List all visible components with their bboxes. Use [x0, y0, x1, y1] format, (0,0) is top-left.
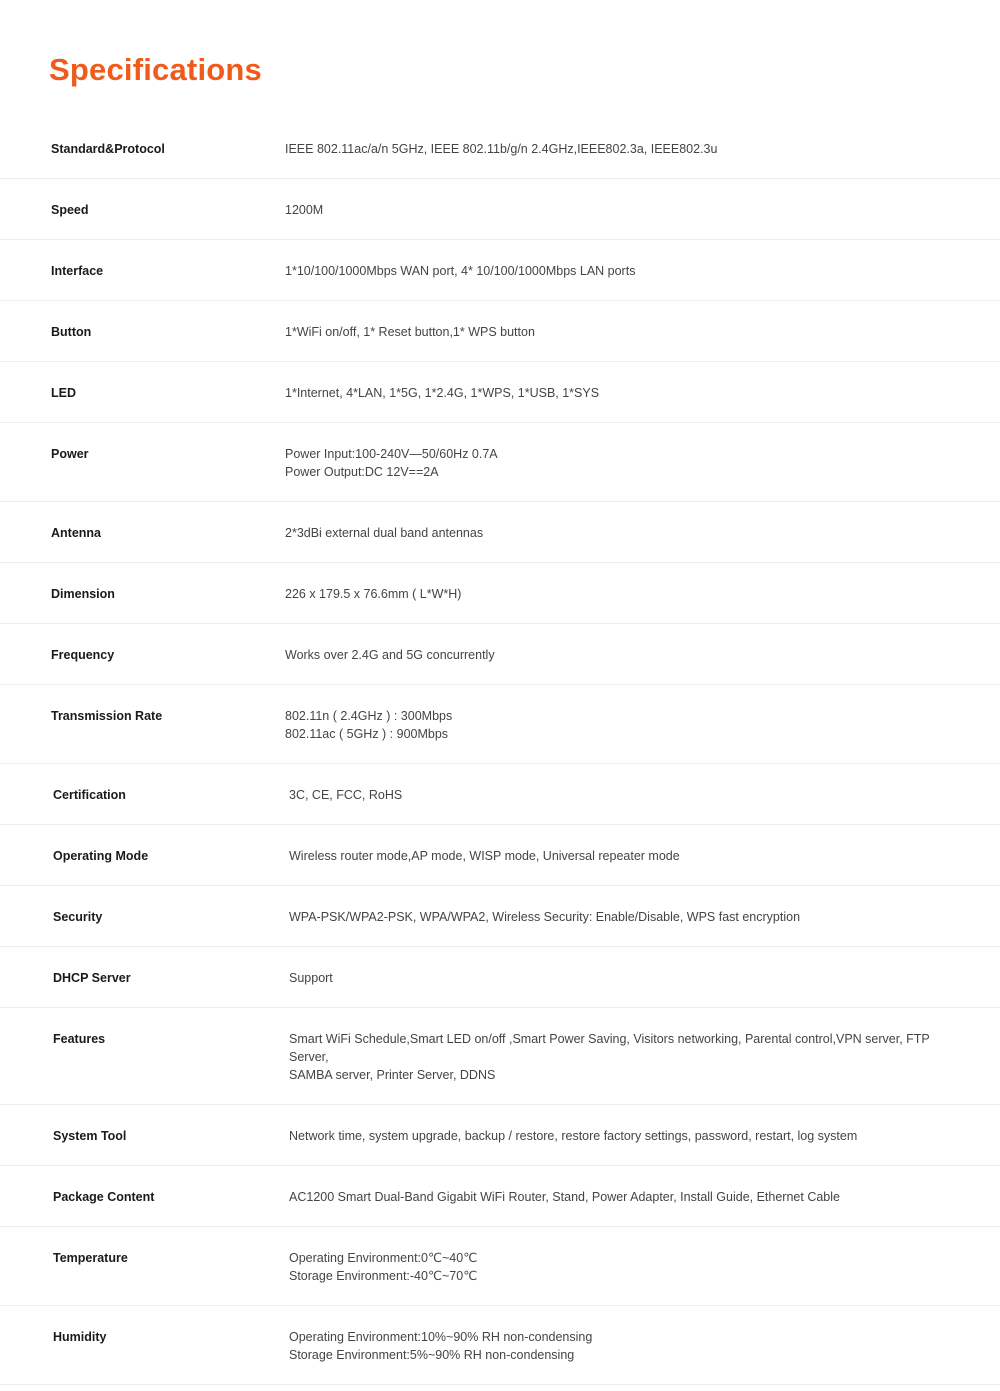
- spec-value-line: AC1200 Smart Dual-Band Gigabit WiFi Router, Stand, Power Adapter, Install Guide, Ethernet Cable: [289, 1190, 840, 1204]
- spec-value: [285, 201, 1000, 219]
- spec-value-line: Wireless router mode,AP mode, WISP mode, Universal repeater mode: [289, 849, 680, 863]
- specifications-table: [0, 118, 1000, 1385]
- spec-label: Antenna: [51, 526, 101, 540]
- spec-value-line: Network time, system upgrade, backup / restore, restore factory settings, password, restart, log system: [289, 1129, 858, 1143]
- spec-label: Dimension: [51, 587, 115, 601]
- spec-label: Transmission Rate: [51, 709, 163, 723]
- spec-value: [287, 969, 1000, 987]
- spec-label: Features: [53, 1032, 106, 1046]
- spec-row: [0, 563, 1000, 624]
- spec-value-line: IEEE 802.11ac/a/n 5GHz, IEEE 802.11b/g/n 2.4GHz,IEEE802.3a, IEEE802.3u: [285, 142, 718, 156]
- spec-label: Power: [51, 447, 89, 461]
- spec-value-line: 1*10/100/1000Mbps WAN port, 4* 10/100/1000Mbps LAN ports: [285, 264, 636, 278]
- spec-value-line: Works over 2.4G and 5G concurrently: [285, 648, 495, 662]
- spec-value-line: 226 x 179.5 x 76.6mm ( L*W*H): [285, 587, 462, 601]
- spec-row: [0, 1306, 1000, 1385]
- spec-row: [0, 1227, 1000, 1306]
- spec-value-line: SAMBA server, Printer Server, DDNS: [289, 1068, 496, 1082]
- spec-row: [0, 502, 1000, 563]
- spec-value: [287, 847, 1000, 865]
- spec-label: LED: [51, 386, 76, 400]
- spec-value-line: 3C, CE, FCC, RoHS: [289, 788, 403, 802]
- spec-row: [0, 947, 1000, 1008]
- spec-label: Temperature: [53, 1251, 128, 1265]
- spec-label: System Tool: [53, 1129, 127, 1143]
- spec-row: [0, 685, 1000, 764]
- spec-value-line: 802.11ac ( 5GHz ) : 900Mbps: [285, 727, 449, 741]
- spec-row: [0, 1008, 1000, 1105]
- spec-value: [287, 1328, 1000, 1364]
- spec-value: [285, 445, 1000, 481]
- spec-row: [0, 1166, 1000, 1227]
- spec-value: [285, 707, 1000, 743]
- spec-label: DHCP Server: [53, 971, 131, 985]
- spec-value-line: Storage Environment:-40℃~70℃: [289, 1269, 478, 1283]
- spec-value: [287, 1127, 1000, 1145]
- spec-value-line: WPA-PSK/WPA2-PSK, WPA/WPA2, Wireless Security: Enable/Disable, WPS fast encryption: [289, 910, 801, 924]
- spec-row: [0, 423, 1000, 502]
- spec-row: [0, 118, 1000, 179]
- spec-value-line: Storage Environment:5%~90% RH non-condensing: [289, 1348, 575, 1362]
- spec-value-line: 1*Internet, 4*LAN, 1*5G, 1*2.4G, 1*WPS, 1*USB, 1*SYS: [285, 386, 600, 400]
- spec-value-line: Operating Environment:0℃~40℃: [289, 1251, 478, 1265]
- spec-value-line: Operating Environment:10%~90% RH non-condensing: [289, 1330, 593, 1344]
- spec-row: [0, 764, 1000, 825]
- spec-value: [287, 1188, 1000, 1206]
- spec-value-line: Power Input:100-240V—50/60Hz 0.7A: [285, 447, 498, 461]
- spec-value-line: Support: [289, 971, 333, 985]
- spec-row: [0, 886, 1000, 947]
- spec-value: [285, 262, 1000, 280]
- spec-value: [285, 585, 1000, 603]
- spec-label: Operating Mode: [53, 849, 149, 863]
- spec-row: [0, 240, 1000, 301]
- spec-value: [285, 524, 1000, 542]
- spec-label: Interface: [51, 264, 104, 278]
- spec-value: [285, 646, 1000, 664]
- spec-row: [0, 1105, 1000, 1166]
- spec-label: Button: [51, 325, 92, 339]
- spec-value-line: Power Output:DC 12V==2A: [285, 465, 439, 479]
- spec-row: [0, 624, 1000, 685]
- spec-value: [287, 786, 1000, 804]
- spec-value-line: 1200M: [285, 203, 324, 217]
- spec-value-line: 1*WiFi on/off, 1* Reset button,1* WPS button: [285, 325, 535, 339]
- spec-label: Humidity: [53, 1330, 107, 1344]
- spec-label: Security: [53, 910, 103, 924]
- spec-value: [287, 1030, 1000, 1084]
- spec-label: Standard&Protocol: [51, 142, 165, 156]
- spec-label: Package Content: [53, 1190, 155, 1204]
- spec-row: [0, 362, 1000, 423]
- spec-row: [0, 179, 1000, 240]
- spec-value: [285, 323, 1000, 341]
- spec-label: Frequency: [51, 648, 115, 662]
- spec-value: [285, 140, 1000, 158]
- spec-value: [287, 1249, 1000, 1285]
- spec-value-line: Smart WiFi Schedule,Smart LED on/off ,Smart Power Saving, Visitors networking, Parental control,VPN server, FTP Server,: [289, 1032, 930, 1064]
- spec-row: [0, 301, 1000, 362]
- spec-label: Certification: [53, 788, 126, 802]
- spec-value-line: 2*3dBi external dual band antennas: [285, 526, 484, 540]
- spec-value: [287, 908, 1000, 926]
- spec-value: [285, 384, 1000, 402]
- spec-value-line: 802.11n ( 2.4GHz ) : 300Mbps: [285, 709, 453, 723]
- spec-label: Speed: [51, 203, 89, 217]
- page-title: Specifications: [49, 52, 262, 87]
- spec-row: [0, 825, 1000, 886]
